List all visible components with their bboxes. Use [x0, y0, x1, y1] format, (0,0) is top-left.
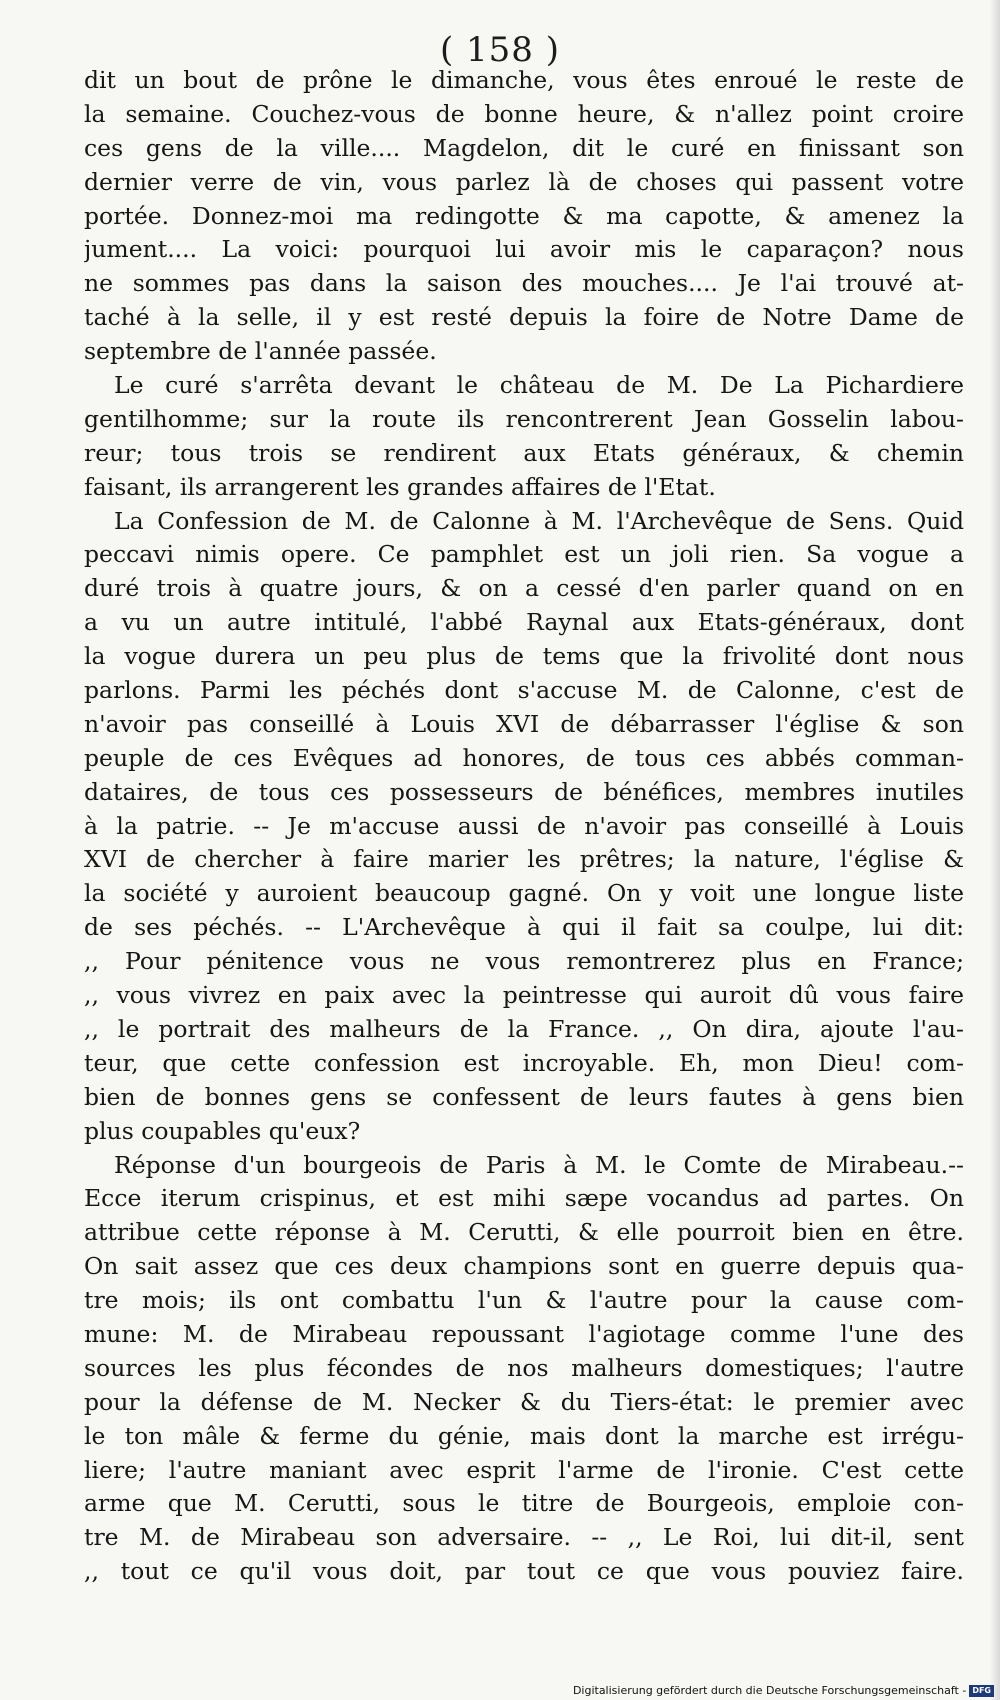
text-line: dit un bout de prône le dimanche, vous êtes enroué le reste de — [84, 66, 964, 94]
text-line: ,, tout ce qu'il vous doit, par tout ce que vous pouviez faire. — [84, 1557, 964, 1586]
text-line: duré trois à quatre jours, & on a cessé d'en parler quand on en — [84, 574, 964, 603]
text-line: taché à la selle, il y est resté depuis la foire de Notre Dame de — [84, 303, 964, 332]
text-line: ces gens de la ville.... Magdelon, dit le curé en finissant son — [84, 133, 964, 162]
page-number: ( 158 ) — [439, 30, 561, 70]
page-edge-shadow — [990, 0, 1000, 1700]
text-line: reur; tous trois se rendirent aux Etats généraux, & chemin — [84, 438, 964, 467]
text-line: septembre de l'année passée. — [84, 337, 437, 366]
text-line: la société y auroient beaucoup gagné. On y voit une longue liste — [84, 879, 964, 908]
text-line: gentilhomme; sur la route ils rencontrerent Jean Gosselin labou- — [84, 404, 964, 433]
text-line: a vu un autre intitulé, l'abbé Raynal aux Etats-généraux, dont — [84, 608, 964, 637]
text-line: de ses péchés. -- L'Archevêque à qui il fait sa coulpe, lui dit: — [84, 913, 964, 942]
text-line: ne sommes pas dans la saison des mouches.... Je l'ai trouvé at- — [84, 269, 964, 298]
credit-text: Digitalisierung gefördert durch die Deutsche Forschungsgemeinschaft - — [572, 1684, 967, 1697]
text-line: n'avoir pas conseillé à Louis XVI de débarrasser l'église & son — [84, 709, 964, 738]
text-line: Réponse d'un bourgeois de Paris à M. le Comte de Mirabeau.-- — [114, 1150, 964, 1179]
body-text — [84, 64, 964, 1589]
text-line: Ecce iterum crispinus, et est mihi sæpe vocandus ad partes. On — [84, 1184, 964, 1213]
text-line: pour la défense de M. Necker & du Tiers-état: le premier avec — [84, 1387, 964, 1416]
text-line: sources les plus fécondes de nos malheurs domestiques; l'autre — [84, 1353, 964, 1382]
text-line: parlons. Parmi les péchés dont s'accuse M. de Calonne, c'est de — [84, 676, 964, 705]
text-line: bien de bonnes gens se confessent de leurs fautes à gens bien — [84, 1082, 964, 1111]
text-line: La Confession de M. de Calonne à M. l'Archevêque de Sens. Quid — [114, 506, 964, 535]
text-line: ,, vous vivrez en paix avec la peintresse qui auroit dû vous faire — [84, 981, 964, 1010]
text-line: la semaine. Couchez-vous de bonne heure, & n'allez point croire — [84, 99, 964, 128]
text-line: teur, que cette confession est incroyable. Eh, mon Dieu! com- — [84, 1048, 964, 1077]
text-line: jument.... La voici: pourquoi lui avoir mis le caparaçon? nous — [84, 235, 964, 264]
text-line: à la patrie. -- Je m'accuse aussi de n'avoir pas conseillé à Louis — [84, 811, 964, 840]
dfg-logo: DFG — [969, 1685, 994, 1697]
text-line: On sait assez que ces deux champions sont en guerre depuis qua- — [84, 1252, 964, 1281]
text-line: peccavi nimis opere. Ce pamphlet est un joli rien. Sa vogue a — [84, 540, 964, 569]
text-line: attribue cette réponse à M. Cerutti, & elle pourroit bien en être. — [84, 1218, 964, 1247]
digitization-credit — [573, 1684, 994, 1697]
text-line: plus coupables qu'eux? — [84, 1116, 361, 1145]
text-line: tre M. de Mirabeau son adversaire. -- ,, Le Roi, lui dit-il, sent — [84, 1523, 964, 1552]
text-line: ,, le portrait des malheurs de la France. ,, On dira, ajoute l'au- — [84, 1014, 964, 1043]
text-line: dataires, de tous ces possesseurs de bénéfices, membres inutiles — [84, 777, 964, 806]
text-line: XVI de chercher à faire marier les prêtres; la nature, l'église & — [84, 845, 964, 874]
text-line: ,, Pour pénitence vous ne vous remontrerez plus en France; — [84, 947, 964, 976]
text-line: faisant, ils arrangerent les grandes affaires de l'Etat. — [84, 472, 716, 501]
text-line: tre mois; ils ont combattu l'un & l'autre pour la cause com- — [84, 1286, 964, 1315]
text-line: portée. Donnez-moi ma redingotte & ma capotte, & amenez la — [84, 201, 964, 230]
text-line: Le curé s'arrêta devant le château de M. De La Pichardiere — [114, 371, 964, 400]
text-line: arme que M. Cerutti, sous le titre de Bourgeois, emploie con- — [84, 1489, 964, 1518]
text-line: la vogue durera un peu plus de tems que la frivolité dont nous — [84, 642, 964, 671]
text-line: liere; l'autre maniant avec esprit l'arme de l'ironie. C'est cette — [84, 1455, 964, 1484]
text-line: peuple de ces Evêques ad honores, de tous ces abbés comman- — [84, 743, 964, 772]
text-line: mune: M. de Mirabeau repoussant l'agiotage comme l'une des — [84, 1319, 964, 1348]
text-line: dernier verre de vin, vous parlez là de choses qui passent votre — [84, 167, 964, 196]
text-line: le ton mâle & ferme du génie, mais dont la marche est irrégu- — [84, 1421, 964, 1450]
